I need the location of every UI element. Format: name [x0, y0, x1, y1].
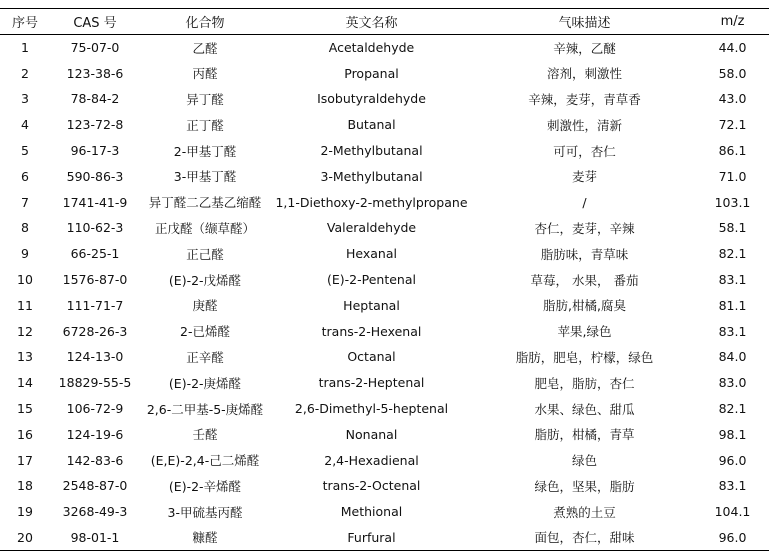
cell-mz: 43.0 [718, 91, 747, 107]
table-row [0, 35, 769, 61]
cell-odor: 脂肪，肥皂，柠檬，绿色 [515, 349, 654, 365]
cell-english-name: 2,4-Hexadienal [324, 452, 419, 468]
cell-odor: 可可，杏仁 [553, 143, 616, 159]
cell-english-name: Acetaldehyde [328, 40, 415, 56]
cell-odor: 绿色，坚果，脂肪 [534, 478, 635, 494]
cell-mz: 44.0 [718, 40, 747, 56]
cell-index: 6 [21, 168, 29, 184]
cell-compound: 3-甲基丁醛 [173, 169, 237, 185]
cell-mz: 83.1 [718, 323, 747, 339]
cell-index: 3 [21, 91, 29, 107]
cell-english-name: Isobutyraldehyde [317, 91, 426, 107]
cell-mz: 83.1 [718, 272, 747, 288]
cell-compound: 正己醛 [186, 246, 224, 262]
cell-mz: 58.1 [718, 220, 747, 236]
cell-english-name: 3-Methylbutanal [320, 168, 423, 184]
cell-compound: 2,6-二甲基-5-庚烯醛 [146, 401, 264, 417]
header-cas: CAS 号 [50, 9, 140, 35]
cell-cas: 1576-87-0 [62, 272, 128, 288]
cell-index: 10 [17, 272, 33, 288]
cell-english-name: (E)-2-Pentenal [327, 272, 416, 288]
cell-compound: 2-甲基丁醛 [173, 143, 237, 159]
cell-index: 14 [17, 375, 33, 391]
table-row [0, 447, 769, 473]
cell-compound: (E)-2-辛烯醛 [168, 478, 242, 494]
table-row [0, 112, 769, 138]
cell-odor: 刺激性，清新 [546, 117, 622, 133]
cell-odor: 辛辣，麦芽，青草香 [528, 91, 641, 107]
cell-cas: 98-01-1 [50, 525, 140, 551]
table-row [0, 525, 769, 551]
table-row [0, 421, 769, 447]
cell-index: 19 [17, 504, 33, 520]
cell-english-name: trans-2-Heptenal [318, 375, 425, 391]
table-row [0, 189, 769, 215]
cell-cas: 66-25-1 [70, 246, 120, 262]
cell-odor: 苹果,绿色 [557, 324, 612, 340]
cell-english-name: Methional [340, 504, 403, 520]
cell-cas: 106-72-9 [66, 401, 124, 417]
cell-cas: 78-84-2 [70, 91, 120, 107]
cell-odor: 杏仁，麦芽，辛辣 [534, 220, 635, 236]
header-english-name: 英文名称 [270, 9, 473, 35]
cell-odor: 水果、绿色、甜瓜 [534, 401, 635, 417]
cell-odor: 脂肪味，青草味 [540, 246, 629, 262]
cell-index: 8 [21, 220, 29, 236]
cell-index: 11 [17, 297, 33, 313]
cell-compound: 正辛醛 [186, 349, 224, 365]
cell-cas: 1741-41-9 [62, 194, 128, 210]
cell-index: 18 [17, 478, 33, 494]
cell-english-name: Furfural [270, 525, 473, 551]
cell-compound: 壬醛 [192, 427, 218, 443]
cell-mz: 83.1 [718, 478, 747, 494]
cell-odor: 辛辣，乙醚 [553, 40, 616, 56]
header-index: 序号 [0, 9, 50, 35]
cell-compound: 3-甲硫基丙醛 [167, 504, 243, 520]
cell-index: 15 [17, 401, 33, 417]
compound-table [0, 8, 769, 551]
cell-mz: 96.0 [696, 525, 769, 551]
table-row [0, 60, 769, 86]
cell-compound: 丙醛 [192, 66, 218, 82]
cell-compound: 异丁醛 [186, 91, 224, 107]
cell-english-name: Hexanal [346, 246, 397, 262]
cell-mz: 82.1 [718, 246, 747, 262]
cell-index: 17 [17, 452, 33, 468]
header-compound: 化合物 [140, 9, 270, 35]
cell-odor: 麦芽 [571, 169, 597, 185]
table-row [0, 86, 769, 112]
cell-index: 12 [17, 323, 33, 339]
cell-index: 13 [17, 349, 33, 365]
cell-odor: / [582, 194, 587, 210]
cell-mz: 71.0 [718, 168, 747, 184]
table-row [0, 267, 769, 293]
cell-index: 7 [21, 194, 29, 210]
table-row [0, 292, 769, 318]
cell-odor: 绿色 [571, 453, 597, 469]
table-row [0, 499, 769, 525]
cell-cas: 123-72-8 [66, 117, 124, 133]
cell-odor: 脂肪，柑橘，青草 [534, 427, 635, 443]
table-row [0, 396, 769, 422]
cell-cas: 75-07-0 [70, 40, 120, 56]
cell-index: 1 [21, 40, 29, 56]
cell-odor: 脂肪,柑橘,腐臭 [543, 298, 626, 314]
cell-cas: 142-83-6 [66, 452, 124, 468]
cell-english-name: Butanal [347, 117, 396, 133]
cell-compound: 2-已烯醛 [180, 324, 230, 340]
cell-cas: 3268-49-3 [62, 504, 128, 520]
cell-compound: 糠醛 [140, 525, 270, 551]
table-row [0, 138, 769, 164]
table-body [0, 35, 769, 551]
cell-mz: 72.1 [718, 117, 747, 133]
cell-compound: (E)-2-戊烯醛 [168, 272, 242, 288]
table-row [0, 344, 769, 370]
cell-cas: 110-62-3 [66, 220, 124, 236]
cell-compound: 庚醛 [192, 298, 218, 314]
cell-odor: 溶剂，刺激性 [546, 66, 622, 82]
cell-english-name: 1,1-Diethoxy-2-methylpropane [275, 194, 468, 210]
table-row [0, 318, 769, 344]
cell-cas: 111-71-7 [66, 297, 124, 313]
cell-cas: 18829-55-5 [58, 375, 132, 391]
cell-cas: 2548-87-0 [62, 478, 128, 494]
cell-compound: (E,E)-2,4-己二烯醛 [150, 453, 260, 469]
cell-english-name: 2-Methylbutanal [320, 143, 423, 159]
cell-english-name: trans-2-Hexenal [321, 323, 422, 339]
cell-mz: 96.0 [718, 452, 747, 468]
cell-index: 9 [21, 246, 29, 262]
table-row [0, 241, 769, 267]
cell-compound: 正戊醛（缬草醛） [154, 220, 255, 236]
cell-compound: 异丁醛二乙基乙缩醛 [148, 195, 262, 211]
cell-odor: 面包，杏仁，甜味 [473, 525, 696, 551]
header-mz: m/z [696, 9, 769, 35]
cell-odor: 肥皂，脂肪，杏仁 [534, 375, 635, 391]
cell-english-name: Heptanal [343, 297, 400, 313]
cell-english-name: trans-2-Octenal [322, 478, 421, 494]
cell-mz: 58.0 [718, 65, 747, 81]
header-row [0, 9, 769, 35]
cell-mz: 103.1 [714, 194, 751, 210]
cell-mz: 81.1 [718, 297, 747, 313]
cell-mz: 83.0 [718, 375, 747, 391]
cell-cas: 123-38-6 [66, 65, 124, 81]
cell-english-name: Octanal [347, 349, 396, 365]
cell-compound: (E)-2-庚烯醛 [168, 375, 242, 391]
cell-index: 2 [21, 65, 29, 81]
cell-cas: 6728-26-3 [62, 323, 128, 339]
cell-compound: 乙醛 [192, 40, 218, 56]
cell-mz: 104.1 [714, 504, 751, 520]
cell-english-name: Propanal [344, 65, 399, 81]
cell-index: 16 [17, 426, 33, 442]
table-row [0, 163, 769, 189]
cell-odor: 草莓， 水果， 番茄 [530, 272, 639, 288]
table-row [0, 370, 769, 396]
cell-mz: 84.0 [718, 349, 747, 365]
header-odor: 气味描述 [473, 9, 696, 35]
cell-index: 20 [0, 525, 50, 551]
cell-index: 4 [21, 117, 29, 133]
cell-mz: 86.1 [718, 143, 747, 159]
cell-cas: 124-13-0 [66, 349, 124, 365]
cell-english-name: Nonanal [345, 426, 398, 442]
cell-odor: 煮熟的土豆 [553, 504, 616, 520]
cell-mz: 98.1 [718, 426, 747, 442]
table-row [0, 473, 769, 499]
cell-cas: 590-86-3 [66, 168, 124, 184]
cell-cas: 124-19-6 [66, 426, 124, 442]
cell-cas: 96-17-3 [70, 143, 120, 159]
cell-index: 5 [21, 143, 29, 159]
cell-english-name: Valeraldehyde [326, 220, 417, 236]
cell-mz: 82.1 [718, 401, 747, 417]
table-row [0, 215, 769, 241]
cell-english-name: 2,6-Dimethyl-5-heptenal [294, 401, 449, 417]
cell-compound: 正丁醛 [186, 117, 224, 133]
